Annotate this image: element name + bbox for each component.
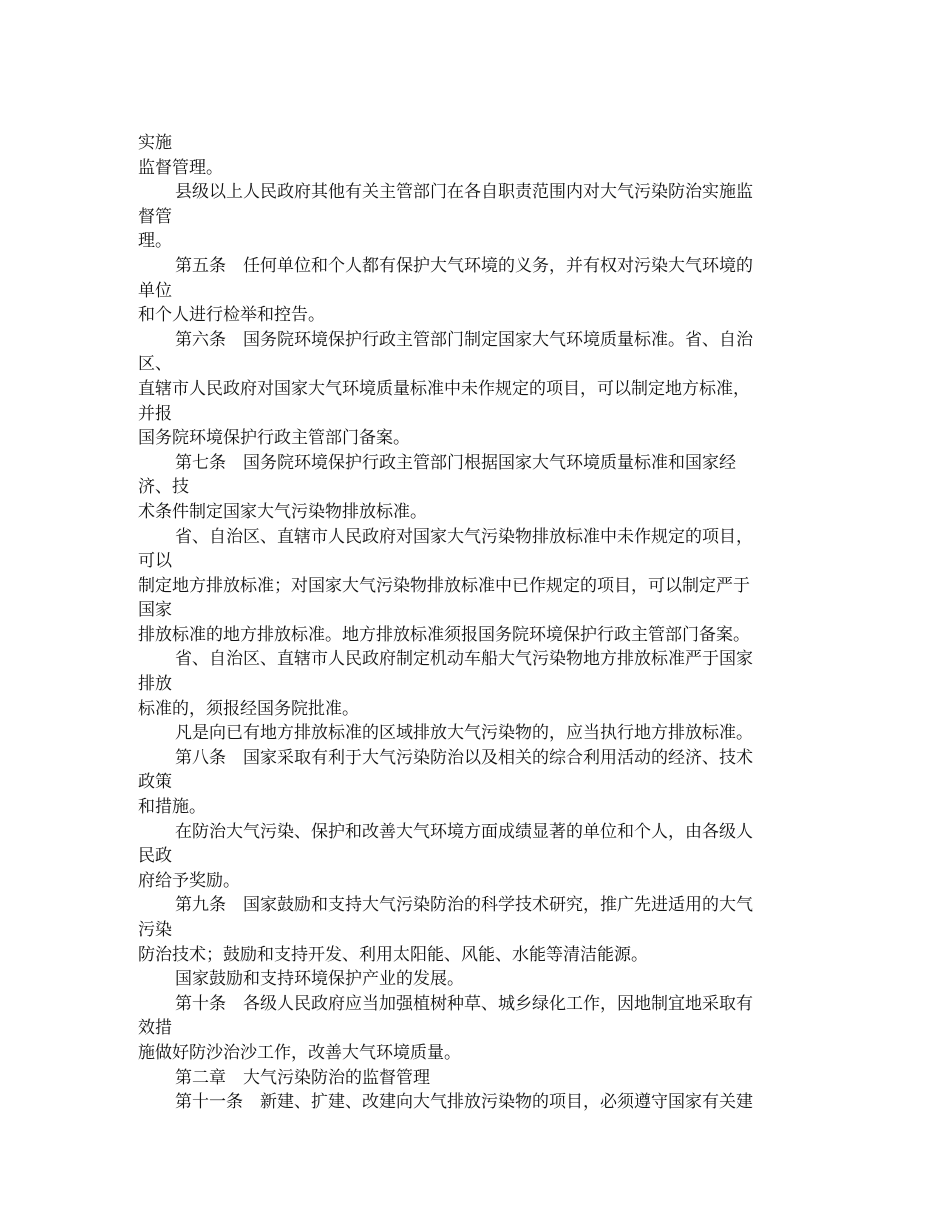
text-line: 可以 [138,551,172,572]
text-line: 排放标准的地方排放标准。地方排放标准须报国务院环境保护行政主管部门备案。 [138,624,750,645]
text-line: 第六条 国务院环境保护行政主管部门制定国家大气环境质量标准。省、自治 [175,329,753,350]
text-line: 监督管理。 [138,157,223,178]
text-line: 凡是向已有地方排放标准的区域排放大气污染物的，应当执行地方排放标准。 [175,723,753,744]
text-line: 省、自治区、直辖市人民政府对国家大气污染物排放标准中未作规定的项目， [175,526,753,547]
text-line: 第五条 任何单位和个人都有保护大气环境的义务，并有权对污染大气环境的 [175,255,753,276]
text-line: 制定地方排放标准；对国家大气污染物排放标准中已作规定的项目，可以制定严于 [138,575,750,596]
text-line: 单位 [138,280,172,301]
text-line: 施做好防沙治沙工作，改善大气环境质量。 [138,1042,461,1063]
text-line: 实施 [138,133,172,153]
text-line: 第七条 国务院环境保护行政主管部门根据国家大气环境质量标准和国家经 [175,452,736,473]
text-line: 国家 [138,600,172,621]
text-line: 民政 [138,846,172,867]
text-line: 污染 [138,920,172,940]
text-line: 区、 [138,354,172,375]
text-line: 济、技 [138,477,189,498]
text-line: 在防治大气污染、保护和改善大气环境方面成绩显著的单位和个人，由各级人 [175,821,753,842]
text-line: 理。 [138,231,172,252]
text-line: 并报 [138,403,172,424]
text-line: 防治技术；鼓励和支持开发、利用太阳能、风能、水能等清洁能源。 [138,944,648,965]
text-line: 第十一条 新建、扩建、改建向大气排放污染物的项目，必须遵守国家有关建 [175,1092,753,1113]
text-line: 和措施。 [138,797,206,818]
text-line: 督管 [138,206,172,227]
text-line: 府给予奖励。 [138,870,240,891]
text-line: 第十条 各级人民政府应当加强植树种草、城乡绿化工作，因地制宜地采取有 [175,993,753,1014]
text-line: 省、自治区、直辖市人民政府制定机动车船大气污染物地方排放标准严于国家 [175,649,753,670]
text-line: 政策 [138,772,172,793]
text-line: 第二章 大气污染防治的监督管理 [175,1067,430,1088]
text-line: 效措 [138,1018,172,1039]
text-line: 和个人进行检举和控告。 [138,305,325,326]
text-line: 第九条 国家鼓励和支持大气污染防治的科学技术研究，推广先进适用的大气 [175,895,753,916]
text-line: 县级以上人民政府其他有关主管部门在各自职责范围内对大气污染防治实施监 [175,182,753,203]
text-line: 国务院环境保护行政主管部门备案。 [138,428,410,449]
text-line: 标准的，须报经国务院批准。 [138,698,359,719]
text-line: 国家鼓励和支持环境保护产业的发展。 [175,969,464,990]
text-line: 术条件制定国家大气污染物排放标准。 [138,501,427,522]
document-body [138,131,818,1115]
text-line: 直辖市人民政府对国家大气环境质量标准中未作规定的项目，可以制定地方标准， [138,378,750,399]
text-line: 第八条 国家采取有利于大气污染防治以及相关的综合利用活动的经济、技术 [175,747,753,768]
text-line: 排放 [138,674,172,695]
